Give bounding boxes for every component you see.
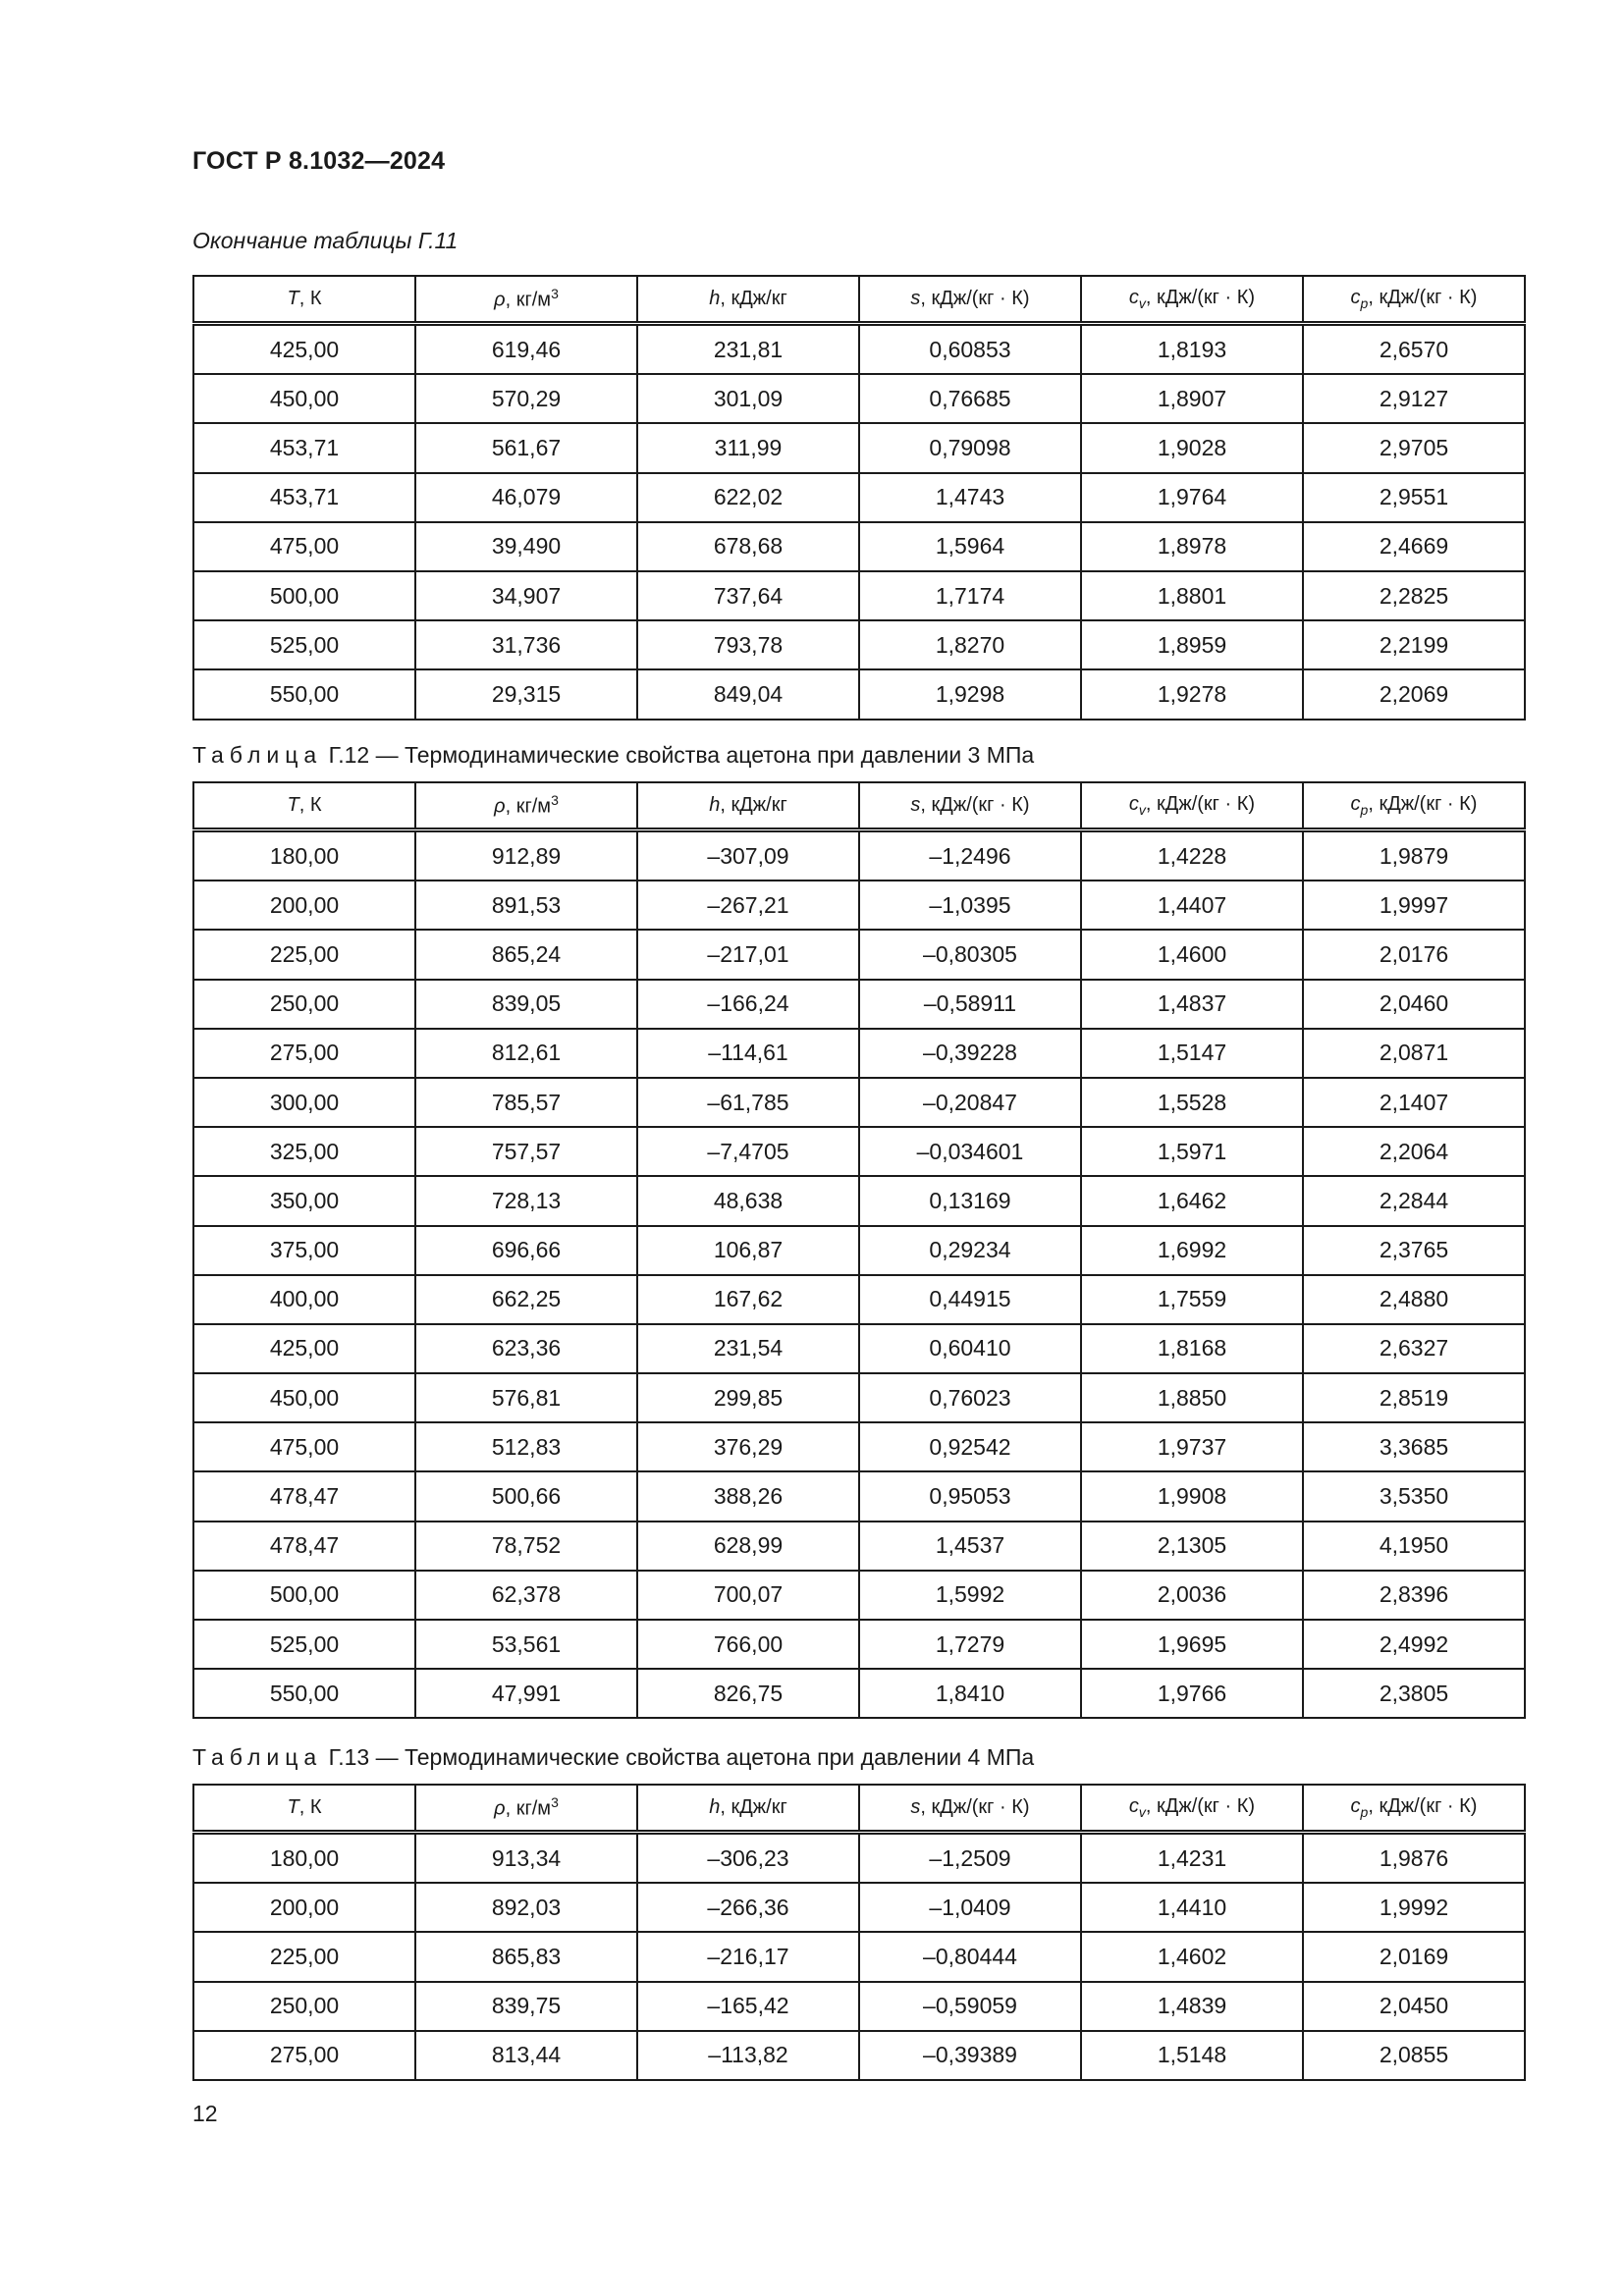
table-cell: 813,44 bbox=[415, 2031, 637, 2080]
table-cell: 2,9127 bbox=[1303, 374, 1525, 423]
table-cell: 2,4669 bbox=[1303, 522, 1525, 571]
table-cell: 622,02 bbox=[637, 473, 859, 522]
table-cell: 628,99 bbox=[637, 1522, 859, 1571]
table-cell: 167,62 bbox=[637, 1275, 859, 1324]
column-header-symbol: s bbox=[910, 1796, 921, 1818]
table-cell: 1,4410 bbox=[1081, 1883, 1303, 1932]
table-cell: 180,00 bbox=[193, 1833, 415, 1884]
table-cell: 2,6327 bbox=[1303, 1324, 1525, 1373]
table-row bbox=[193, 522, 1525, 571]
table-cell: 1,5528 bbox=[1081, 1078, 1303, 1127]
table-cell: –217,01 bbox=[637, 930, 859, 979]
table-g13-caption-text: Г.13 — Термодинамические свойства ацетона при давлении 4 МПа bbox=[328, 1744, 1035, 1770]
table-row bbox=[193, 1422, 1525, 1471]
table-cell: 757,57 bbox=[415, 1127, 637, 1176]
column-header bbox=[1303, 276, 1525, 324]
column-header-sup: 3 bbox=[551, 286, 559, 302]
table-cell: 0,13169 bbox=[859, 1176, 1081, 1225]
table-cell: 1,9876 bbox=[1303, 1833, 1525, 1884]
table-cell: 4,1950 bbox=[1303, 1522, 1525, 1571]
table-cell: 478,47 bbox=[193, 1522, 415, 1571]
column-header bbox=[415, 782, 637, 830]
column-header-symbol: ρ bbox=[494, 795, 506, 818]
column-header bbox=[1081, 1785, 1303, 1833]
table-cell: 48,638 bbox=[637, 1176, 859, 1225]
table-cell: 0,92542 bbox=[859, 1422, 1081, 1471]
table-cell: 1,4743 bbox=[859, 473, 1081, 522]
table-row bbox=[193, 620, 1525, 669]
table-cell: 478,47 bbox=[193, 1471, 415, 1521]
column-header-unit: , кДж/(кг · К) bbox=[1145, 793, 1256, 815]
table-cell: 0,76023 bbox=[859, 1373, 1081, 1422]
table-cell: 2,0036 bbox=[1081, 1571, 1303, 1620]
column-header bbox=[1303, 782, 1525, 830]
table-cell: 2,2825 bbox=[1303, 571, 1525, 620]
column-header-rest: , кДж/кг bbox=[720, 288, 787, 309]
table-cell: 1,9278 bbox=[1081, 669, 1303, 719]
table-cell: 550,00 bbox=[193, 669, 415, 719]
table-cell: –307,09 bbox=[637, 830, 859, 881]
table-row bbox=[193, 324, 1525, 375]
table-g13-caption-word: Таблица bbox=[192, 1744, 323, 1770]
table-cell: 839,75 bbox=[415, 1982, 637, 2031]
table-cell: 3,3685 bbox=[1303, 1422, 1525, 1471]
table-cell: 2,2844 bbox=[1303, 1176, 1525, 1225]
column-header bbox=[193, 1785, 415, 1833]
table-cell: 225,00 bbox=[193, 1932, 415, 1981]
table-cell: 475,00 bbox=[193, 522, 415, 571]
table-row bbox=[193, 1029, 1525, 1078]
table-cell: 301,09 bbox=[637, 374, 859, 423]
table-cell: 425,00 bbox=[193, 1324, 415, 1373]
column-header-symbol: h bbox=[709, 794, 721, 816]
column-header bbox=[193, 782, 415, 830]
table-cell: 2,1305 bbox=[1081, 1522, 1303, 1571]
table-cell: 450,00 bbox=[193, 1373, 415, 1422]
column-header-rest: , кДж/кг bbox=[720, 794, 787, 816]
table-cell: 453,71 bbox=[193, 423, 415, 472]
table-cell: 891,53 bbox=[415, 881, 637, 930]
table-row bbox=[193, 1669, 1525, 1718]
table-cell: 231,54 bbox=[637, 1324, 859, 1373]
table-cell: 2,6570 bbox=[1303, 324, 1525, 375]
table-cell: 1,8907 bbox=[1081, 374, 1303, 423]
table-row bbox=[193, 1324, 1525, 1373]
table-cell: 1,8193 bbox=[1081, 324, 1303, 375]
column-header-sub: v bbox=[1138, 1804, 1146, 1820]
column-header bbox=[1081, 276, 1303, 324]
table-row bbox=[193, 1571, 1525, 1620]
column-header bbox=[859, 782, 1081, 830]
table-cell: 1,5964 bbox=[859, 522, 1081, 571]
table-cell: –0,59059 bbox=[859, 1982, 1081, 2031]
table-cell: 1,7174 bbox=[859, 571, 1081, 620]
table-cell: 400,00 bbox=[193, 1275, 415, 1324]
table-cell: 1,9997 bbox=[1303, 881, 1525, 930]
column-header-unit: , кДж/(кг · К) bbox=[1368, 793, 1478, 815]
table-g11-continuation-caption: Окончание таблицы Г.11 bbox=[192, 228, 459, 253]
table-cell: 1,8168 bbox=[1081, 1324, 1303, 1373]
table-cell: 696,66 bbox=[415, 1226, 637, 1275]
table-cell: 1,9766 bbox=[1081, 1669, 1303, 1718]
header-row bbox=[193, 1785, 1525, 1833]
table-cell: 2,3805 bbox=[1303, 1669, 1525, 1718]
table-cell: 325,00 bbox=[193, 1127, 415, 1176]
table-cell: –1,2496 bbox=[859, 830, 1081, 881]
table-cell: 678,68 bbox=[637, 522, 859, 571]
table-cell: 576,81 bbox=[415, 1373, 637, 1422]
column-header-rest: , кДж/(кг · К) bbox=[920, 288, 1030, 309]
table-cell: 311,99 bbox=[637, 423, 859, 472]
table-cell: 231,81 bbox=[637, 324, 859, 375]
column-header bbox=[1081, 782, 1303, 830]
column-header-unit: , кДж/(кг · К) bbox=[1145, 1795, 1256, 1817]
column-header-symbol: c bbox=[1350, 1795, 1361, 1817]
table-cell: 200,00 bbox=[193, 881, 415, 930]
table-cell: 2,0169 bbox=[1303, 1932, 1525, 1981]
table-cell: 2,0450 bbox=[1303, 1982, 1525, 2031]
table-cell: 570,29 bbox=[415, 374, 637, 423]
table-cell: 106,87 bbox=[637, 1226, 859, 1275]
table-cell: 225,00 bbox=[193, 930, 415, 979]
table-cell: 1,7279 bbox=[859, 1620, 1081, 1669]
table-cell: 1,9992 bbox=[1303, 1883, 1525, 1932]
table-cell: 865,24 bbox=[415, 930, 637, 979]
table-cell: –61,785 bbox=[637, 1078, 859, 1127]
column-header-sup: 3 bbox=[551, 1794, 559, 1811]
table-cell: 34,907 bbox=[415, 571, 637, 620]
table-cell: 300,00 bbox=[193, 1078, 415, 1127]
table-cell: 512,83 bbox=[415, 1422, 637, 1471]
table-cell: 375,00 bbox=[193, 1226, 415, 1275]
table-row bbox=[193, 2031, 1525, 2080]
column-header-rest: , кг/м bbox=[505, 1797, 552, 1820]
table-row bbox=[193, 1471, 1525, 1521]
column-header bbox=[637, 276, 859, 324]
table-cell: 2,3765 bbox=[1303, 1226, 1525, 1275]
table-cell: 275,00 bbox=[193, 1029, 415, 1078]
column-header-symbol: c bbox=[1128, 1795, 1139, 1817]
table-cell: 0,76685 bbox=[859, 374, 1081, 423]
column-header-symbol: c bbox=[1350, 287, 1361, 308]
table-row bbox=[193, 1932, 1525, 1981]
table-g11-end bbox=[192, 275, 1526, 721]
column-header-sub: v bbox=[1138, 802, 1146, 818]
column-header bbox=[415, 276, 637, 324]
table-cell: 793,78 bbox=[637, 620, 859, 669]
table-cell: 1,9028 bbox=[1081, 423, 1303, 472]
table-cell: 766,00 bbox=[637, 1620, 859, 1669]
table-g13 bbox=[192, 1784, 1526, 2081]
table-cell: 1,4602 bbox=[1081, 1932, 1303, 1981]
column-header bbox=[859, 1785, 1081, 1833]
table-cell: 275,00 bbox=[193, 2031, 415, 2080]
table-cell: 737,64 bbox=[637, 571, 859, 620]
table-cell: 2,9551 bbox=[1303, 473, 1525, 522]
table-cell: 1,7559 bbox=[1081, 1275, 1303, 1324]
column-header-symbol: s bbox=[910, 288, 921, 309]
column-header bbox=[1303, 1785, 1525, 1833]
table-cell: 865,83 bbox=[415, 1932, 637, 1981]
table-cell: –0,39389 bbox=[859, 2031, 1081, 2080]
table-cell: 250,00 bbox=[193, 1982, 415, 2031]
table-cell: 2,0176 bbox=[1303, 930, 1525, 979]
table-cell: 180,00 bbox=[193, 830, 415, 881]
document-header: ГОСТ Р 8.1032—2024 bbox=[192, 147, 446, 175]
table-cell: 2,2064 bbox=[1303, 1127, 1525, 1176]
table-row bbox=[193, 1833, 1525, 1884]
table-cell: 453,71 bbox=[193, 473, 415, 522]
column-header-rest: , кДж/(кг · К) bbox=[920, 1796, 1030, 1818]
table-cell: 0,95053 bbox=[859, 1471, 1081, 1521]
table-cell: –0,20847 bbox=[859, 1078, 1081, 1127]
table-cell: 912,89 bbox=[415, 830, 637, 881]
table-cell: 1,4228 bbox=[1081, 830, 1303, 881]
table-cell: 2,4992 bbox=[1303, 1620, 1525, 1669]
table-cell: 1,4231 bbox=[1081, 1833, 1303, 1884]
table-cell: –216,17 bbox=[637, 1932, 859, 1981]
table-row bbox=[193, 1522, 1525, 1571]
column-header-unit: , кДж/(кг · К) bbox=[1145, 287, 1256, 308]
column-header-rest: , кДж/кг bbox=[720, 1796, 787, 1818]
table-cell: 1,4407 bbox=[1081, 881, 1303, 930]
column-header-rest: , кг/м bbox=[505, 289, 552, 311]
table-cell: –166,24 bbox=[637, 980, 859, 1029]
table-cell: 2,4880 bbox=[1303, 1275, 1525, 1324]
column-header-rest: , кДж/(кг · К) bbox=[920, 794, 1030, 816]
table-g13-caption bbox=[192, 1744, 1034, 1771]
table-g12-caption-text: Г.12 — Термодинамические свойства ацетона при давлении 3 МПа bbox=[328, 742, 1035, 768]
table-cell: 2,0855 bbox=[1303, 2031, 1525, 2080]
table-cell: 0,60410 bbox=[859, 1324, 1081, 1373]
table-cell: –114,61 bbox=[637, 1029, 859, 1078]
table-cell: 812,61 bbox=[415, 1029, 637, 1078]
table-cell: 1,9298 bbox=[859, 669, 1081, 719]
table-cell: 46,079 bbox=[415, 473, 637, 522]
table-row bbox=[193, 830, 1525, 881]
table-cell: 200,00 bbox=[193, 1883, 415, 1932]
table-cell: 0,29234 bbox=[859, 1226, 1081, 1275]
column-header-rest: , К bbox=[298, 288, 322, 309]
table-row bbox=[193, 1620, 1525, 1669]
table-cell: 250,00 bbox=[193, 980, 415, 1029]
column-header-symbol: T bbox=[287, 1796, 299, 1818]
table-cell: –113,82 bbox=[637, 2031, 859, 2080]
table-cell: 662,25 bbox=[415, 1275, 637, 1324]
column-header bbox=[637, 782, 859, 830]
column-header-symbol: c bbox=[1128, 793, 1139, 815]
table-cell: 2,0460 bbox=[1303, 980, 1525, 1029]
table-row bbox=[193, 980, 1525, 1029]
column-header-sub: p bbox=[1360, 295, 1369, 311]
table-cell: 78,752 bbox=[415, 1522, 637, 1571]
table-cell: 561,67 bbox=[415, 423, 637, 472]
table-cell: 2,8519 bbox=[1303, 1373, 1525, 1422]
column-header bbox=[637, 1785, 859, 1833]
table-cell: –267,21 bbox=[637, 881, 859, 930]
table-cell: –0,80444 bbox=[859, 1932, 1081, 1981]
table-cell: 2,1407 bbox=[1303, 1078, 1525, 1127]
table-cell: 1,5147 bbox=[1081, 1029, 1303, 1078]
table-cell: 849,04 bbox=[637, 669, 859, 719]
table-cell: 1,8801 bbox=[1081, 571, 1303, 620]
table-cell: 1,8270 bbox=[859, 620, 1081, 669]
table-cell: 2,2069 bbox=[1303, 669, 1525, 719]
table-cell: 47,991 bbox=[415, 1669, 637, 1718]
column-header-rest: , К bbox=[298, 794, 322, 816]
header-row bbox=[193, 782, 1525, 830]
table-cell: 1,9695 bbox=[1081, 1620, 1303, 1669]
table-row bbox=[193, 1127, 1525, 1176]
table-row bbox=[193, 1373, 1525, 1422]
table-cell: 525,00 bbox=[193, 1620, 415, 1669]
table-cell: 623,36 bbox=[415, 1324, 637, 1373]
column-header-symbol: s bbox=[910, 794, 921, 816]
table-cell: 29,315 bbox=[415, 669, 637, 719]
table-g12-caption bbox=[192, 742, 1034, 769]
table-cell: 2,0871 bbox=[1303, 1029, 1525, 1078]
table-cell: 1,8978 bbox=[1081, 522, 1303, 571]
table-cell: 1,9737 bbox=[1081, 1422, 1303, 1471]
header-row bbox=[193, 276, 1525, 324]
page-number: 12 bbox=[192, 2101, 218, 2126]
table-g12-caption-word: Таблица bbox=[192, 742, 323, 768]
table-g12 bbox=[192, 781, 1526, 1719]
table-row bbox=[193, 423, 1525, 472]
table-row bbox=[193, 669, 1525, 719]
table-cell: 1,8410 bbox=[859, 1669, 1081, 1718]
table-cell: 1,9908 bbox=[1081, 1471, 1303, 1521]
table-cell: 2,8396 bbox=[1303, 1571, 1525, 1620]
table-cell: 425,00 bbox=[193, 324, 415, 375]
column-header-unit: , кДж/(кг · К) bbox=[1368, 1795, 1478, 1817]
column-header-symbol: ρ bbox=[494, 289, 506, 311]
table-cell: 2,2199 bbox=[1303, 620, 1525, 669]
table-cell: 0,60853 bbox=[859, 324, 1081, 375]
table-cell: 39,490 bbox=[415, 522, 637, 571]
table-cell: –1,2509 bbox=[859, 1833, 1081, 1884]
column-header-symbol: c bbox=[1128, 287, 1139, 308]
table-cell: –0,39228 bbox=[859, 1029, 1081, 1078]
column-header bbox=[859, 276, 1081, 324]
table-cell: 1,5992 bbox=[859, 1571, 1081, 1620]
table-row bbox=[193, 374, 1525, 423]
table-row bbox=[193, 930, 1525, 979]
table-cell: 1,9879 bbox=[1303, 830, 1525, 881]
table-cell: 1,9764 bbox=[1081, 473, 1303, 522]
table-cell: 299,85 bbox=[637, 1373, 859, 1422]
table-row bbox=[193, 1275, 1525, 1324]
table-cell: 839,05 bbox=[415, 980, 637, 1029]
table-row bbox=[193, 1226, 1525, 1275]
table-cell: 1,4600 bbox=[1081, 930, 1303, 979]
table-row bbox=[193, 473, 1525, 522]
table-cell: 500,66 bbox=[415, 1471, 637, 1521]
table-cell: 31,736 bbox=[415, 620, 637, 669]
column-header-symbol: T bbox=[287, 288, 299, 309]
column-header-sub: p bbox=[1360, 1804, 1369, 1820]
table-cell: –0,034601 bbox=[859, 1127, 1081, 1176]
column-header-symbol: h bbox=[709, 1796, 721, 1818]
table-cell: –165,42 bbox=[637, 1982, 859, 2031]
table-cell: –0,80305 bbox=[859, 930, 1081, 979]
table-cell: 1,5148 bbox=[1081, 2031, 1303, 2080]
table-cell: –266,36 bbox=[637, 1883, 859, 1932]
table-cell: 826,75 bbox=[637, 1669, 859, 1718]
column-header-rest: , кг/м bbox=[505, 795, 552, 818]
column-header-symbol: h bbox=[709, 288, 721, 309]
table-cell: 1,8850 bbox=[1081, 1373, 1303, 1422]
table-cell: 550,00 bbox=[193, 1669, 415, 1718]
table-cell: 53,561 bbox=[415, 1620, 637, 1669]
table-cell: 1,5971 bbox=[1081, 1127, 1303, 1176]
table-row bbox=[193, 1982, 1525, 2031]
table-cell: 892,03 bbox=[415, 1883, 637, 1932]
table-cell: 62,378 bbox=[415, 1571, 637, 1620]
table-cell: 0,79098 bbox=[859, 423, 1081, 472]
table-row bbox=[193, 1078, 1525, 1127]
table-cell: –1,0409 bbox=[859, 1883, 1081, 1932]
column-header-rest: , К bbox=[298, 1796, 322, 1818]
column-header-sub: p bbox=[1360, 802, 1369, 818]
table-cell: 388,26 bbox=[637, 1471, 859, 1521]
table-cell: 450,00 bbox=[193, 374, 415, 423]
table-cell: 1,4839 bbox=[1081, 1982, 1303, 2031]
table-cell: –1,0395 bbox=[859, 881, 1081, 930]
table-cell: 350,00 bbox=[193, 1176, 415, 1225]
table-cell: 500,00 bbox=[193, 1571, 415, 1620]
table-cell: 1,6992 bbox=[1081, 1226, 1303, 1275]
column-header-symbol: ρ bbox=[494, 1797, 506, 1820]
column-header-symbol: T bbox=[287, 794, 299, 816]
column-header-sub: v bbox=[1138, 295, 1146, 311]
table-cell: 785,57 bbox=[415, 1078, 637, 1127]
table-row bbox=[193, 1176, 1525, 1225]
table-cell: 525,00 bbox=[193, 620, 415, 669]
table-cell: 1,4837 bbox=[1081, 980, 1303, 1029]
table-cell: 1,4537 bbox=[859, 1522, 1081, 1571]
column-header bbox=[415, 1785, 637, 1833]
table-cell: 3,5350 bbox=[1303, 1471, 1525, 1521]
table-cell: 700,07 bbox=[637, 1571, 859, 1620]
column-header-sup: 3 bbox=[551, 792, 559, 809]
table-cell: –7,4705 bbox=[637, 1127, 859, 1176]
table-cell: 376,29 bbox=[637, 1422, 859, 1471]
table-cell: 913,34 bbox=[415, 1833, 637, 1884]
table-row bbox=[193, 571, 1525, 620]
table-cell: 500,00 bbox=[193, 571, 415, 620]
table-cell: 1,6462 bbox=[1081, 1176, 1303, 1225]
table-cell: 728,13 bbox=[415, 1176, 637, 1225]
table-cell: 475,00 bbox=[193, 1422, 415, 1471]
table-row bbox=[193, 1883, 1525, 1932]
table-cell: –306,23 bbox=[637, 1833, 859, 1884]
table-cell: 1,8959 bbox=[1081, 620, 1303, 669]
column-header bbox=[193, 276, 415, 324]
table-cell: 0,44915 bbox=[859, 1275, 1081, 1324]
table-cell: –0,58911 bbox=[859, 980, 1081, 1029]
column-header-symbol: c bbox=[1350, 793, 1361, 815]
table-row bbox=[193, 881, 1525, 930]
column-header-unit: , кДж/(кг · К) bbox=[1368, 287, 1478, 308]
table-cell: 2,9705 bbox=[1303, 423, 1525, 472]
table-cell: 619,46 bbox=[415, 324, 637, 375]
